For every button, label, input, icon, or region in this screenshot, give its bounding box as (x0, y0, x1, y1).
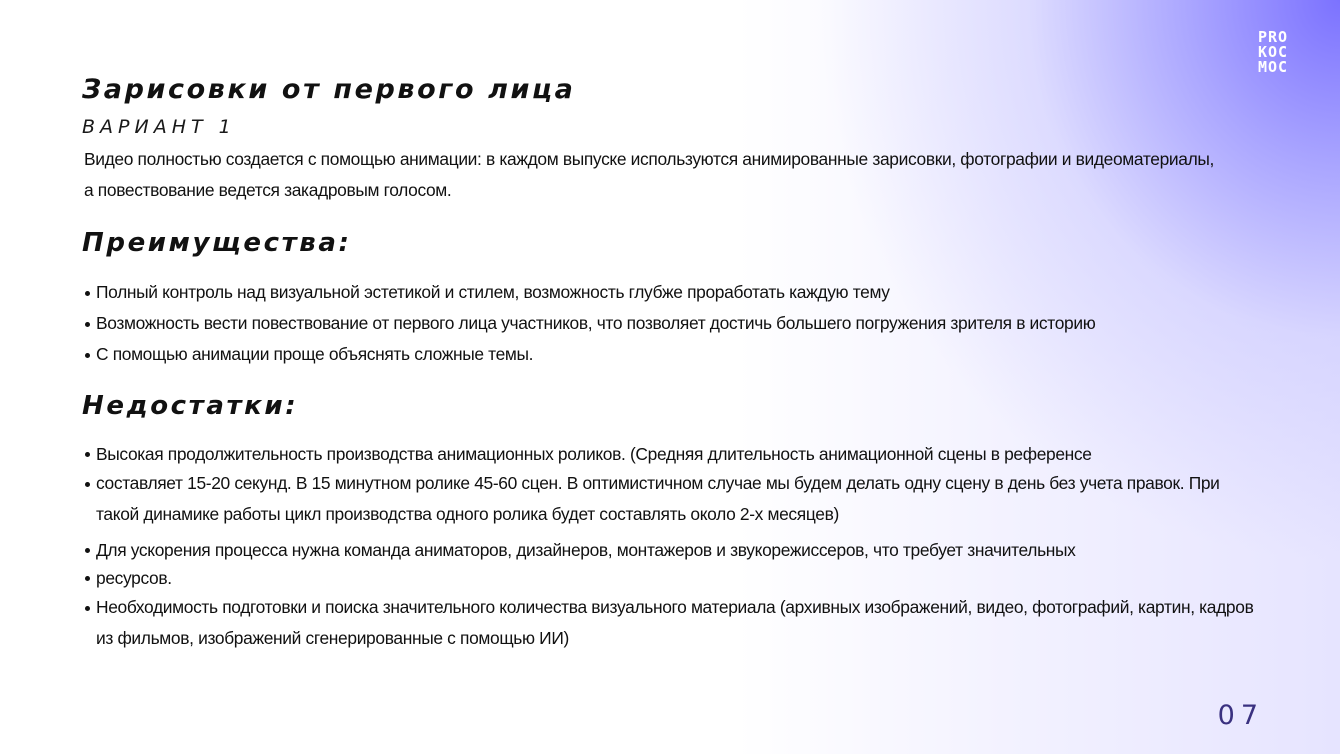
disadvantages-list (84, 440, 1264, 654)
list-item: ресурсов. (84, 564, 1264, 592)
slide-title: Зарисовки от первого лица (82, 74, 576, 105)
logo-line: PRO (1258, 28, 1289, 46)
advantages-heading: Преимущества: (82, 228, 352, 258)
list-item: С помощью анимации проще объяснять сложные темы. (84, 339, 1264, 370)
list-item: Необходимость подготовки и поиска значительного количества визуального материала (архивных изображений, видео, фотографий, картин, кадров из фильмов, изображений сгенерированные с помощью ИИ) (84, 592, 1264, 654)
variant-label: ВАРИАНТ 1 (82, 116, 236, 138)
list-item: Возможность вести повествование от первого лица участников, что позволяет достичь большего погружения зрителя в историю (84, 308, 1264, 339)
logo-line: MOC (1258, 58, 1289, 76)
list-item: Для ускорения процесса нужна команда аниматоров, дизайнеров, монтажеров и звукорежиссеров, что требует значительных (84, 536, 1264, 564)
list-item: Полный контроль над визуальной эстетикой и стилем, возможность глубже проработать каждую тему (84, 277, 1264, 308)
list-item: Высокая продолжительность производства анимационных роликов. (Средняя длительность анимационной сцены в референсе (84, 440, 1264, 468)
page-number: 07 (1217, 700, 1264, 731)
description: Видео полностью создается с помощью анимации: в каждом выпуске используются анимированные зарисовки, фотографии и видеоматериалы, а повествование ведется закадровым голосом. (84, 149, 1215, 200)
advantages-list (84, 277, 1264, 370)
list-item: составляет 15-20 секунд. В 15 минутном ролике 45-60 сцен. В оптимистичном случае мы будем делать одну сцену в день без учета правок. При такой динамике работы цикл производства одного ролика будет составлять около 2-х месяцев) (84, 468, 1264, 530)
logo (1258, 30, 1306, 75)
logo-line: KOC (1258, 43, 1289, 61)
disadvantages-heading: Недостатки: (82, 391, 299, 421)
